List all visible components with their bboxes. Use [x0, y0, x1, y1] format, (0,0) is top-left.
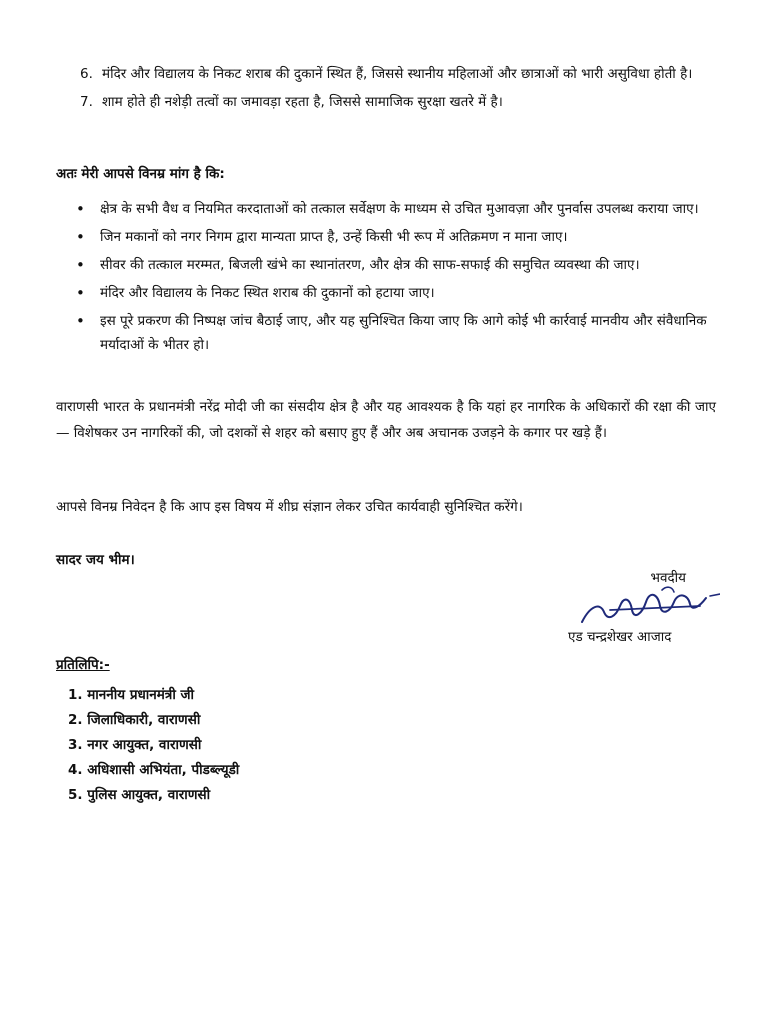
point-text: शाम होते ही नशेड़ी तत्वों का जमावड़ा रहता है, जिससे सामाजिक सुरक्षा खतरे में है। [102, 94, 503, 110]
copy-recipient: जिलाधिकारी, वाराणसी [87, 712, 201, 728]
copy-number: 2. [68, 712, 83, 728]
list-item [76, 197, 726, 221]
demands-list [76, 197, 726, 361]
numbered-points-list [80, 62, 720, 118]
greeting: सादर जय भीम। [56, 552, 135, 568]
demand-text: सीवर की तत्काल मरम्मत, बिजली खंभे का स्थानांतरण, और क्षेत्र की साफ-सफाई की समुचित व्यवस्था की जाए। [100, 257, 640, 273]
copy-number: 4. [68, 762, 83, 778]
demand-heading: अतः मेरी आपसे विनम्र मांग है कि: [56, 166, 225, 182]
closing-block [560, 568, 730, 650]
demand-text: मंदिर और विद्यालय के निकट स्थित शराब की दुकानों को हटाया जाए। [100, 285, 435, 301]
list-item [68, 733, 239, 757]
copy-number: 3. [68, 737, 83, 753]
list-item [76, 309, 726, 357]
closing-salutation: भवदीय [650, 570, 686, 586]
copy-recipient: नगर आयुक्त, वाराणसी [87, 737, 202, 753]
list-item [80, 62, 720, 86]
signature-image [570, 576, 720, 632]
bullet-icon: • [76, 200, 85, 218]
bullet-icon: • [76, 284, 85, 302]
copy-number: 1. [68, 687, 83, 703]
request-paragraph: आपसे विनम्र निवेदन है कि आप इस विषय में शीघ्र संज्ञान लेकर उचित कार्यवाही सुनिश्चित करेंगे। [56, 499, 523, 515]
list-item [76, 281, 726, 305]
list-item [68, 783, 239, 807]
bullet-icon: • [76, 256, 85, 274]
list-item [80, 90, 720, 114]
demand-text: जिन मकानों को नगर निगम द्वारा मान्यता प्राप्त है, उन्हें किसी भी रूप में अतिक्रमण न माना जाए। [100, 229, 568, 245]
list-item [68, 758, 239, 782]
signer-name: एड चन्द्रशेखर आजाद [568, 629, 672, 645]
demand-text: क्षेत्र के सभी वैध व नियमित करदाताओं को तत्काल सर्वेक्षण के माध्यम से उचित मुआवज़ा और पुनर्वास उपलब्ध कराया जाए। [100, 201, 699, 217]
copy-heading: प्रतिलिपि:- [56, 657, 110, 673]
list-item [68, 708, 239, 732]
list-item [76, 225, 726, 249]
bullet-icon: • [76, 228, 85, 246]
copy-recipient: अधिशासी अभियंता, पीडब्ल्यूडी [87, 762, 240, 778]
point-number: 6. [80, 66, 93, 82]
list-item [68, 683, 239, 707]
copy-recipient: पुलिस आयुक्त, वाराणसी [87, 787, 211, 803]
list-item [76, 253, 726, 277]
varanasi-paragraph: वाराणसी भारत के प्रधानमंत्री नरेंद्र मोदी जी का संसदीय क्षेत्र है और यह आवश्यक है कि यहां हर नागरिक के अधिकारों की रक्षा की जाए — विशेषकर उन नागरिकों की, जो दशकों से शहर को बसाए हुए हैं और अब अचानक उजड़ने के कगार पर खड़े हैं। [56, 399, 716, 441]
bullet-icon: • [76, 312, 85, 330]
copy-recipients-list [68, 683, 239, 808]
copy-number: 5. [68, 787, 83, 803]
point-number: 7. [80, 94, 93, 110]
copy-recipient: माननीय प्रधानमंत्री जी [87, 687, 195, 703]
demand-text: इस पूरे प्रकरण की निष्पक्ष जांच बैठाई जाए, और यह सुनिश्चित किया जाए कि आगे कोई भी कार्रवाई मानवीय और संवैधानिक मर्यादाओं के भीतर हो। [100, 313, 707, 353]
point-text: मंदिर और विद्यालय के निकट शराब की दुकानें स्थित हैं, जिससे स्थानीय महिलाओं और छात्राओं को भारी असुविधा होती है। [102, 66, 693, 82]
